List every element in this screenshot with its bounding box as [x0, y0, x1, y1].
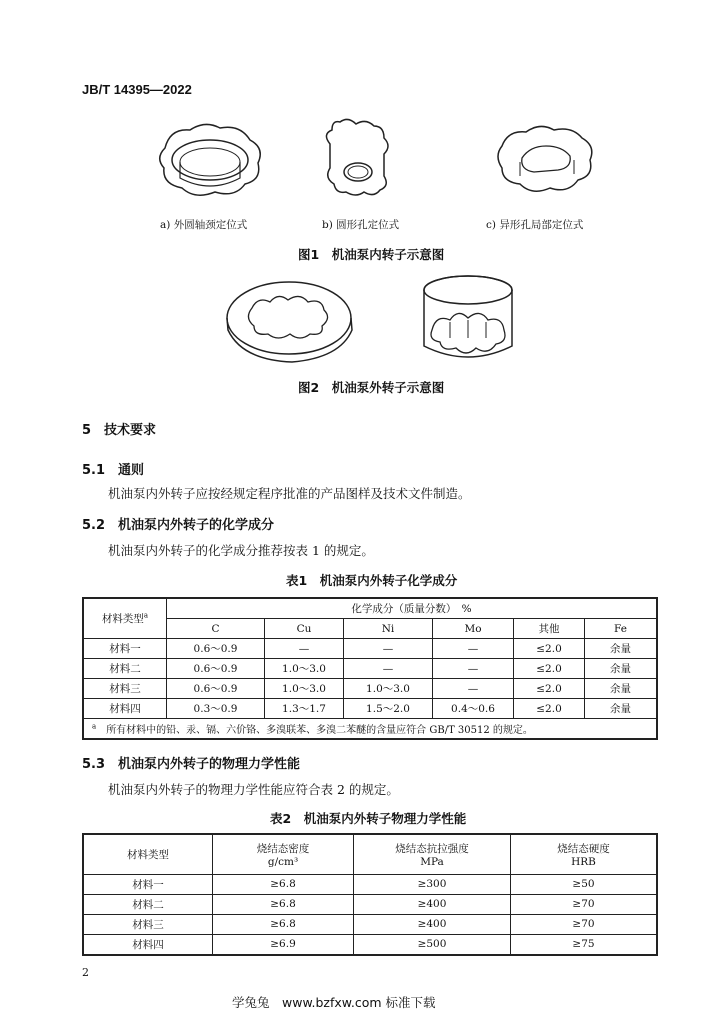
table1-cell: — [265, 639, 344, 659]
table1-header-material: 材料类型$^a$ [83, 598, 167, 639]
section51-heading: 5.1 通则 [82, 463, 145, 478]
table2-cell: ≥70 [511, 914, 658, 934]
table1-cell: — [433, 679, 514, 699]
inner-rotor-journal-drawing [150, 118, 270, 203]
table1-col-other: 其他 [514, 619, 585, 639]
inner-rotor-round-hole-drawing [318, 114, 398, 199]
table2-cell: 材料三 [83, 914, 213, 934]
table2-cell: 材料四 [83, 934, 213, 955]
table1-cell: — [433, 639, 514, 659]
table2-header-material: 材料类型 [83, 834, 213, 874]
table1-cell: 余量 [585, 659, 658, 679]
figure1-title: 图1 机油泵内转子示意图 [298, 247, 445, 262]
table2-cell: ≥300 [354, 874, 511, 894]
figure1-caption-b: b) 圆形孔定位式 [322, 219, 400, 231]
section5-heading: 5 技术要求 [82, 423, 157, 438]
table1-cell: 1.5～2.0 [344, 699, 433, 719]
table-row [83, 874, 657, 894]
figure2-title: 图2 机油泵外转子示意图 [298, 380, 445, 395]
table2-cell: 材料一 [83, 874, 213, 894]
table1-footnote: $^a$ 所有材料中的铅、汞、镉、六价铬、多溴联苯、多溴二苯醚的含量应符合 GB/T 30512 的规定。 [83, 719, 657, 740]
table1-col-ni: Ni [344, 619, 433, 639]
table1-cell: 余量 [585, 639, 658, 659]
table2-cell: ≥500 [354, 934, 511, 955]
page-number: 2 [82, 966, 89, 979]
table1-col-fe: Fe [585, 619, 658, 639]
table1-col-cu: Cu [265, 619, 344, 639]
table1-cell: 0.3～0.9 [167, 699, 265, 719]
table1-cell: 1.0～3.0 [265, 659, 344, 679]
outer-rotor-tall-drawing [410, 268, 525, 368]
table1-cell: 1.0～3.0 [265, 679, 344, 699]
section52-heading: 5.2 机油泵内外转子的化学成分 [82, 518, 275, 533]
table1-cell: 0.6～0.9 [167, 659, 265, 679]
standard-number: JB/T 14395—2022 [82, 82, 192, 97]
table2-cell: 材料二 [83, 894, 213, 914]
table1-cell: 1.0～3.0 [344, 679, 433, 699]
table1-cell: 材料四 [83, 699, 167, 719]
table1-col-c: C [167, 619, 265, 639]
physical-properties-table [82, 833, 658, 956]
table1-cell: — [433, 659, 514, 679]
figure1-caption-a: a) 外圆轴颈定位式 [160, 219, 248, 231]
table1-cell: 材料一 [83, 639, 167, 659]
table2-header-tensile: 烧结态抗拉强度 MPa [354, 834, 511, 874]
table1-cell: 材料二 [83, 659, 167, 679]
table2-cell: ≥50 [511, 874, 658, 894]
table1-cell: ≤2.0 [514, 659, 585, 679]
table1-cell: 0.6～0.9 [167, 639, 265, 659]
table1-cell: 0.4～0.6 [433, 699, 514, 719]
table1-cell: 1.3～1.7 [265, 699, 344, 719]
table1-cell: ≤2.0 [514, 639, 585, 659]
inner-rotor-shaped-hole-drawing [490, 120, 600, 200]
table-row [83, 679, 657, 699]
table-row [83, 934, 657, 955]
table1-cell: 0.6～0.9 [167, 679, 265, 699]
table2-title: 表2 机油泵内外转子物理力学性能 [270, 811, 467, 826]
table-row [83, 894, 657, 914]
table1-cell: ≤2.0 [514, 699, 585, 719]
table1-cell: ≤2.0 [514, 679, 585, 699]
table-row [83, 659, 657, 679]
section53-heading: 5.3 机油泵内外转子的物理力学性能 [82, 757, 301, 772]
table-row [83, 914, 657, 934]
watermark: 学兔兔 www.bzfxw.com 标准下载 [232, 995, 436, 1010]
table2-cell: ≥75 [511, 934, 658, 955]
figure1-caption-c: c) 异形孔局部定位式 [486, 219, 584, 231]
table1-cell: 余量 [585, 699, 658, 719]
table-row [83, 639, 657, 659]
section52-text: 机油泵内外转子的化学成分推荐按表 1 的规定。 [108, 543, 374, 558]
table1-cell: — [344, 639, 433, 659]
table2-cell: ≥400 [354, 894, 511, 914]
table1-title: 表1 机油泵内外转子化学成分 [286, 573, 458, 588]
section53-text: 机油泵内外转子的物理力学性能应符合表 2 的规定。 [108, 782, 399, 797]
table-row [83, 699, 657, 719]
table2-cell: ≥400 [354, 914, 511, 934]
table2-cell: ≥6.9 [213, 934, 354, 955]
table2-cell: ≥70 [511, 894, 658, 914]
table2-cell: ≥6.8 [213, 874, 354, 894]
table2-cell: ≥6.8 [213, 914, 354, 934]
table1-cell: 余量 [585, 679, 658, 699]
table1-cell: — [344, 659, 433, 679]
chemical-composition-table [82, 597, 658, 740]
table2-cell: ≥6.8 [213, 894, 354, 914]
table1-col-mo: Mo [433, 619, 514, 639]
outer-rotor-flat-drawing [222, 270, 357, 370]
table2-header-hardness: 烧结态硬度 HRB [511, 834, 658, 874]
table1-header-group: 化学成分（质量分数） % [167, 598, 658, 619]
table1-cell: 材料三 [83, 679, 167, 699]
section51-text: 机油泵内外转子应按经规定程序批准的产品图样及技术文件制造。 [108, 486, 471, 501]
table2-header-density: 烧结态密度 g/cm³ [213, 834, 354, 874]
